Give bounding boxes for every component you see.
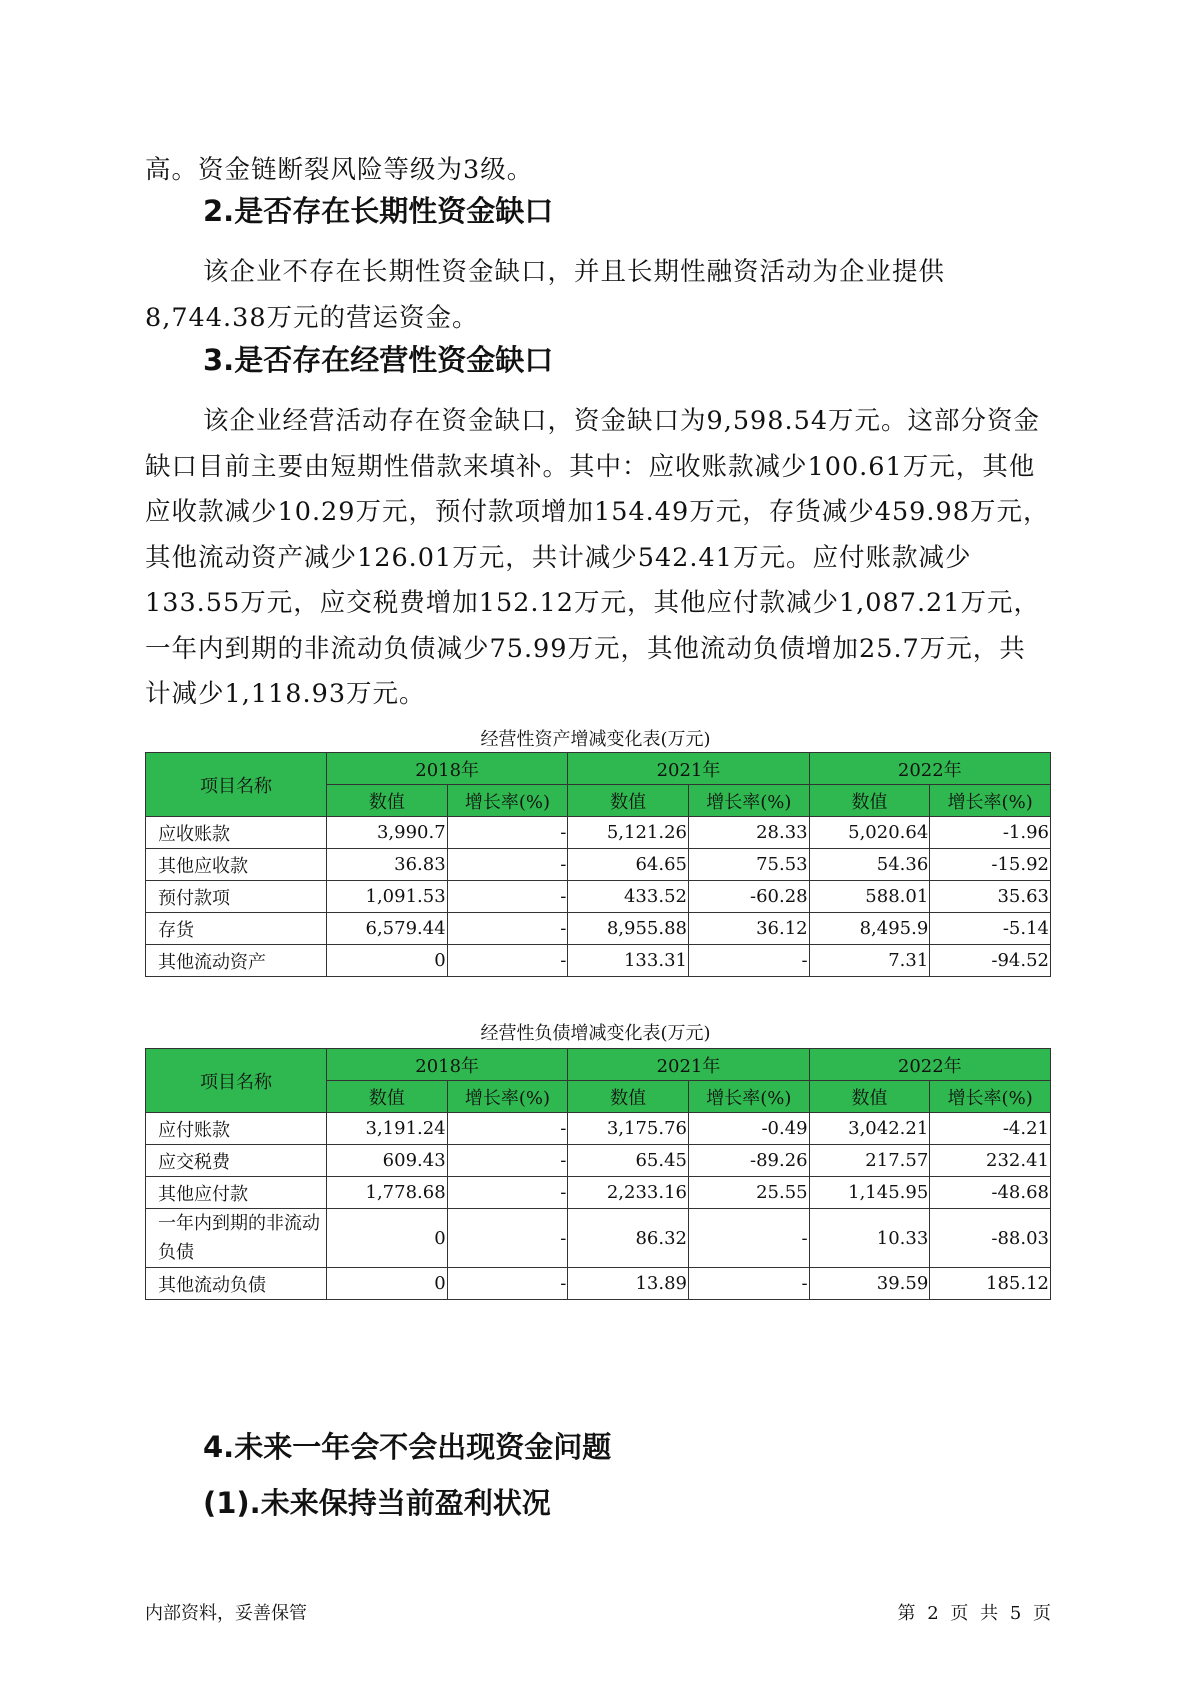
cell-growth-2021: - xyxy=(688,1209,809,1268)
cell-value-2022: 588.01 xyxy=(809,881,930,913)
header-growth: 增长率(%) xyxy=(688,785,809,817)
cell-growth-2022: 232.41 xyxy=(930,1145,1051,1177)
cell-value-2018: 6,579.44 xyxy=(327,913,448,945)
table-row xyxy=(146,1268,1051,1300)
table-caption-liabilities: 经营性负债增减变化表(万元) xyxy=(480,1023,711,1044)
row-name: 其他应付款 xyxy=(146,1177,327,1209)
cell-value-2021: 133.31 xyxy=(568,945,689,977)
cell-growth-2021: 75.53 xyxy=(688,849,809,881)
heading-future-funding: 4.未来一年会不会出现资金问题 xyxy=(203,1430,612,1464)
cell-value-2018: 36.83 xyxy=(327,849,448,881)
cell-value-2022: 10.33 xyxy=(809,1209,930,1268)
cell-growth-2021: -89.26 xyxy=(688,1145,809,1177)
cell-growth-2022: -48.68 xyxy=(930,1177,1051,1209)
table-row xyxy=(146,1177,1051,1209)
header-value: 数值 xyxy=(568,785,689,817)
table-row xyxy=(146,913,1051,945)
cell-growth-2018: - xyxy=(447,1268,568,1300)
cell-value-2022: 54.36 xyxy=(809,849,930,881)
header-item-name: 项目名称 xyxy=(146,753,327,817)
cell-growth-2021: - xyxy=(688,945,809,977)
cell-value-2021: 3,175.76 xyxy=(568,1113,689,1145)
table-operating-liabilities xyxy=(145,1048,1051,1300)
row-name: 其他流动负债 xyxy=(146,1268,327,1300)
cell-value-2021: 64.65 xyxy=(568,849,689,881)
cell-value-2022: 3,042.21 xyxy=(809,1113,930,1145)
header-year-2018: 2018年 xyxy=(327,753,568,785)
table-row xyxy=(146,1113,1051,1145)
cell-growth-2021: - xyxy=(688,1268,809,1300)
header-growth: 增长率(%) xyxy=(688,1081,809,1113)
cell-growth-2018: - xyxy=(447,849,568,881)
heading-maintain-profit: (1).未来保持当前盈利状况 xyxy=(203,1486,551,1520)
cell-value-2021: 65.45 xyxy=(568,1145,689,1177)
cell-value-2021: 5,121.26 xyxy=(568,817,689,849)
row-name: 一年内到期的非流动负债 xyxy=(146,1209,327,1268)
cell-growth-2022: -1.96 xyxy=(930,817,1051,849)
table-row xyxy=(146,945,1051,977)
table-row xyxy=(146,1145,1051,1177)
cell-value-2018: 1,091.53 xyxy=(327,881,448,913)
cell-value-2022: 1,145.95 xyxy=(809,1177,930,1209)
cell-value-2021: 2,233.16 xyxy=(568,1177,689,1209)
cell-value-2018: 3,191.24 xyxy=(327,1113,448,1145)
cell-value-2022: 5,020.64 xyxy=(809,817,930,849)
cell-value-2018: 0 xyxy=(327,1209,448,1268)
cell-growth-2022: 35.63 xyxy=(930,881,1051,913)
cell-growth-2018: - xyxy=(447,913,568,945)
cell-growth-2018: - xyxy=(447,1177,568,1209)
row-name: 其他应收款 xyxy=(146,849,327,881)
cell-growth-2021: 25.55 xyxy=(688,1177,809,1209)
cell-growth-2018: - xyxy=(447,881,568,913)
heading-long-term-gap: 2.是否存在长期性资金缺口 xyxy=(203,194,554,228)
cell-value-2018: 0 xyxy=(327,945,448,977)
table-row xyxy=(146,817,1051,849)
header-year-2021: 2021年 xyxy=(568,1049,809,1081)
cell-growth-2021: 36.12 xyxy=(688,913,809,945)
header-year-2022: 2022年 xyxy=(809,753,1050,785)
cell-growth-2018: - xyxy=(447,1209,568,1268)
header-value: 数值 xyxy=(809,785,930,817)
table-row xyxy=(146,849,1051,881)
header-year-2021: 2021年 xyxy=(568,753,809,785)
heading-operating-gap: 3.是否存在经营性资金缺口 xyxy=(203,343,554,377)
row-name: 应交税费 xyxy=(146,1145,327,1177)
cell-growth-2022: -88.03 xyxy=(930,1209,1051,1268)
cell-value-2018: 1,778.68 xyxy=(327,1177,448,1209)
table-row xyxy=(146,1209,1051,1268)
header-growth: 增长率(%) xyxy=(930,1081,1051,1113)
cell-value-2021: 8,955.88 xyxy=(568,913,689,945)
cell-growth-2021: -0.49 xyxy=(688,1113,809,1145)
table-caption-assets: 经营性资产增减变化表(万元) xyxy=(480,729,711,750)
header-item-name: 项目名称 xyxy=(146,1049,327,1113)
cell-growth-2018: - xyxy=(447,817,568,849)
cell-value-2022: 39.59 xyxy=(809,1268,930,1300)
header-growth: 增长率(%) xyxy=(447,1081,568,1113)
cell-growth-2018: - xyxy=(447,1113,568,1145)
header-value: 数值 xyxy=(327,785,448,817)
table-row xyxy=(146,881,1051,913)
cell-value-2021: 13.89 xyxy=(568,1268,689,1300)
row-name: 存货 xyxy=(146,913,327,945)
cell-growth-2022: -5.14 xyxy=(930,913,1051,945)
cell-growth-2018: - xyxy=(447,945,568,977)
table-header-row xyxy=(146,1049,1051,1081)
header-year-2018: 2018年 xyxy=(327,1049,568,1081)
row-name: 应付账款 xyxy=(146,1113,327,1145)
cell-value-2018: 3,990.7 xyxy=(327,817,448,849)
cell-growth-2021: 28.33 xyxy=(688,817,809,849)
cell-value-2022: 8,495.9 xyxy=(809,913,930,945)
paragraph-risk-level: 高。资金链断裂风险等级为3级。 xyxy=(145,155,534,185)
cell-value-2018: 609.43 xyxy=(327,1145,448,1177)
cell-growth-2022: -15.92 xyxy=(930,849,1051,881)
row-name: 应收账款 xyxy=(146,817,327,849)
paragraph-long-term-gap: 该企业不存在长期性资金缺口，并且长期性融资活动为企业提供8,744.38万元的营运资金。 xyxy=(145,257,946,333)
header-year-2022: 2022年 xyxy=(809,1049,1050,1081)
cell-growth-2022: 185.12 xyxy=(930,1268,1051,1300)
cell-growth-2021: -60.28 xyxy=(688,881,809,913)
cell-value-2018: 0 xyxy=(327,1268,448,1300)
cell-growth-2018: - xyxy=(447,1145,568,1177)
cell-value-2021: 86.32 xyxy=(568,1209,689,1268)
table-operating-assets xyxy=(145,752,1051,977)
cell-value-2021: 433.52 xyxy=(568,881,689,913)
row-name: 其他流动资产 xyxy=(146,945,327,977)
cell-growth-2022: -94.52 xyxy=(930,945,1051,977)
footer-confidential-note: 内部资料，妥善保管 xyxy=(145,1603,307,1624)
cell-value-2022: 7.31 xyxy=(809,945,930,977)
table-header-row xyxy=(146,753,1051,785)
row-name: 预付款项 xyxy=(146,881,327,913)
header-value: 数值 xyxy=(327,1081,448,1113)
footer-page-number: 第 2 页 共 5 页 xyxy=(897,1603,1051,1624)
cell-growth-2022: -4.21 xyxy=(930,1113,1051,1145)
header-growth: 增长率(%) xyxy=(930,785,1051,817)
cell-value-2022: 217.57 xyxy=(809,1145,930,1177)
paragraph-operating-gap: 该企业经营活动存在资金缺口，资金缺口为9,598.54万元。这部分资金缺口目前主要由短期性借款来填补。其中：应收账款减少100.61万元，其他应收款减少10.29万元，预付款项增加154.49万元，存货减少459.98万元，其他流动资产减少126.01万元，共计减少542.41万元。应付账款减少133.55万元，应交税费增加152.12万元，其他应付款减少1,087.21万元，一年内到期的非流动负债减少75.99万元，其他流动负债增加25.7万元，共计减少1,118.93万元。 xyxy=(145,406,1050,709)
header-growth: 增长率(%) xyxy=(447,785,568,817)
header-value: 数值 xyxy=(568,1081,689,1113)
header-value: 数值 xyxy=(809,1081,930,1113)
